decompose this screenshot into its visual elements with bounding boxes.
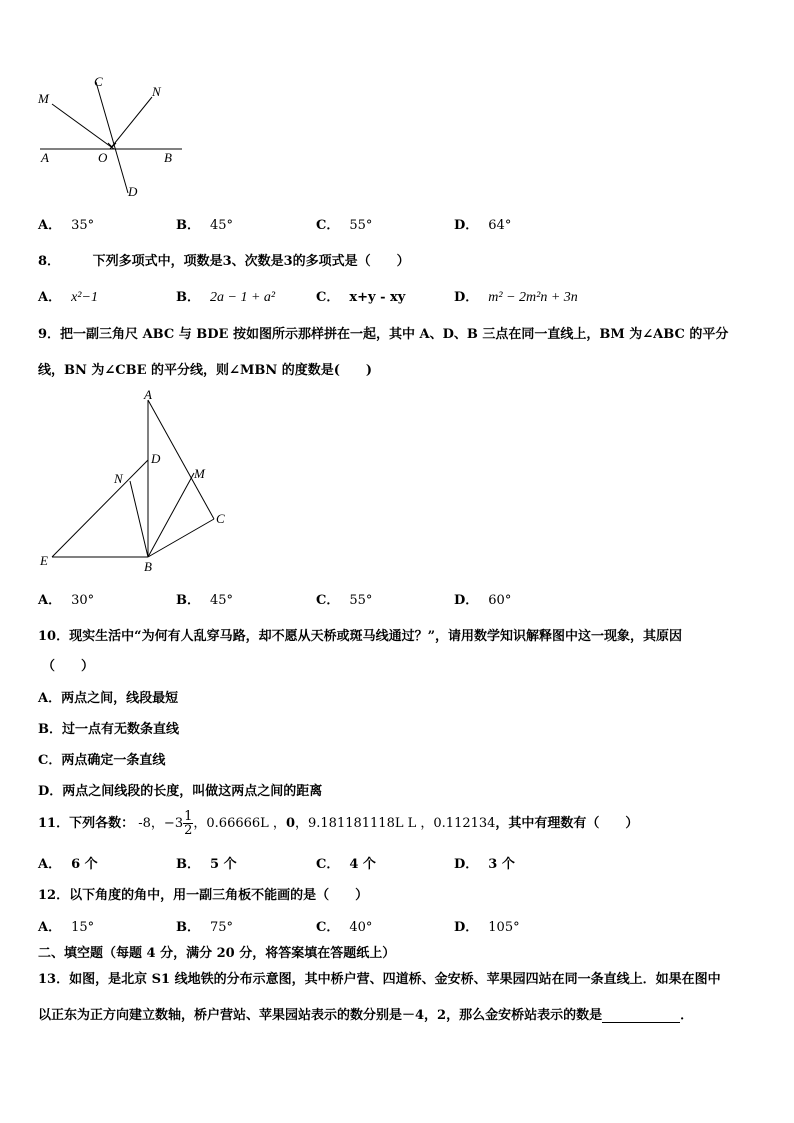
q11-number-2-whole: −3 bbox=[163, 816, 184, 831]
q7-option-d[interactable]: D． 64° bbox=[454, 218, 512, 233]
q10-option-d[interactable]: D．两点之间线段的长度，叫做这两点之间的距离 bbox=[38, 784, 323, 799]
triangle-figure bbox=[36, 385, 236, 575]
label-D: D bbox=[128, 184, 138, 199]
label-D: D bbox=[151, 451, 161, 466]
q11-stem: 11．下列各数： -8，−3 $\frac{1}{2}$ ，0.66666L ，0，9.181181118L L ，0.112134，其中有理数有（ ） bbox=[38, 809, 639, 838]
q8-number: 8． bbox=[38, 254, 61, 269]
q7-option-b[interactable]: B． 45° bbox=[176, 218, 234, 233]
q8-text: 下列多项式中，项数是3、次数是3的多项式是（ ） bbox=[92, 254, 410, 269]
q11-option-b[interactable]: B． 5 个 bbox=[176, 857, 237, 872]
q12-option-b[interactable]: B． 75° bbox=[176, 920, 234, 935]
q10-stem-line2: （ ） bbox=[42, 659, 95, 674]
label-E: E bbox=[40, 553, 48, 568]
label-N: N bbox=[152, 84, 161, 99]
label-B: B bbox=[164, 150, 172, 165]
angle-figure bbox=[30, 70, 200, 205]
q11-option-a[interactable]: A． 6 个 bbox=[38, 857, 98, 872]
q11-number-4: 0 bbox=[285, 816, 295, 831]
q11-number-2-fraction: $\frac{1}{2}$ bbox=[184, 809, 193, 838]
label-M: M bbox=[38, 91, 49, 106]
q7-option-c[interactable]: C． 55° bbox=[316, 218, 373, 233]
q7-option-a[interactable]: A． 35° bbox=[38, 218, 95, 233]
label-C: C bbox=[94, 74, 103, 89]
q12-option-a[interactable]: A． 15° bbox=[38, 920, 95, 935]
q9-stem-line2: 线，BN 为∠CBE 的平分线，则∠MBN 的度数是( ) bbox=[38, 363, 373, 378]
answer-blank[interactable] bbox=[602, 1010, 680, 1023]
q11-prefix: 11．下列各数： bbox=[38, 816, 135, 831]
label-O: O bbox=[98, 150, 108, 165]
label-N: N bbox=[114, 471, 123, 486]
q9-option-c[interactable]: C． 55° bbox=[316, 593, 373, 608]
q13-text: 以正东为正方向建立数轴，桥户营站、苹果园站表示的数分别是－4，2，那么金安桥站表示的数是 bbox=[38, 1008, 603, 1023]
q9-option-a[interactable]: A． 30° bbox=[38, 593, 95, 608]
q9-option-b[interactable]: B． 45° bbox=[176, 593, 234, 608]
q8-option-d[interactable]: D． m² − 2m²n + 3n bbox=[454, 290, 578, 305]
label-C: C bbox=[216, 511, 225, 526]
q12-option-c[interactable]: C． 40° bbox=[316, 920, 373, 935]
label-A: A bbox=[144, 387, 152, 402]
label-A: A bbox=[41, 150, 49, 165]
q9-option-d[interactable]: D． 60° bbox=[454, 593, 512, 608]
q8-option-c[interactable]: C． x+y - xy bbox=[316, 290, 406, 305]
label-B: B bbox=[144, 559, 152, 574]
q10-option-a[interactable]: A．两点之间，线段最短 bbox=[38, 691, 179, 706]
q13-stem-line1: 13．如图，是北京 S1 线地铁的分布示意图，其中桥户营、四道桥、金安桥、苹果园四站在同一条直线上．如果在图中 bbox=[38, 972, 721, 987]
label-M: M bbox=[194, 466, 205, 481]
q12-stem: 12．以下角度的角中，用一副三角板不能画的是（ ） bbox=[38, 888, 369, 903]
q11-suffix: ，其中有理数有（ ） bbox=[495, 816, 639, 831]
q8-stem bbox=[38, 250, 410, 269]
q11-option-c[interactable]: C． 4 个 bbox=[316, 857, 376, 872]
q9-stem-line1: 9．把一副三角尺 ABC 与 BDE 按如图所示那样拼在一起，其中 A、D、B 三点在同一直线上，BM 为∠ABC 的平分 bbox=[38, 327, 729, 342]
q11-number-6: 0.112134 bbox=[433, 816, 496, 831]
q10-option-b[interactable]: B．过一点有无数条直线 bbox=[38, 722, 179, 737]
section-heading: 二、填空题（每题 4 分，满分 20 分，将答案填在答题纸上） bbox=[38, 946, 396, 961]
q8-option-b[interactable]: B． 2a − 1 + a² bbox=[176, 290, 276, 305]
q11-number-5: 9.181181118L L bbox=[308, 816, 417, 831]
q13-end-mark: ． bbox=[680, 1008, 694, 1023]
q13-stem-line2 bbox=[38, 1004, 693, 1023]
q10-stem-line1: 10．现实生活中“为何有人乱穿马路，却不愿从天桥或斑马线通过？”，请用数学知识解释图中这一现象，其原因 bbox=[38, 629, 683, 644]
q11-number-3: 0.66666L bbox=[206, 816, 269, 831]
q12-option-d[interactable]: D． 105° bbox=[454, 920, 520, 935]
q11-option-d[interactable]: D． 3 个 bbox=[454, 857, 515, 872]
q10-option-c[interactable]: C．两点确定一条直线 bbox=[38, 753, 166, 768]
q8-option-a[interactable]: A． x²−1 bbox=[38, 290, 98, 305]
q11-number-1: -8 bbox=[138, 816, 151, 831]
